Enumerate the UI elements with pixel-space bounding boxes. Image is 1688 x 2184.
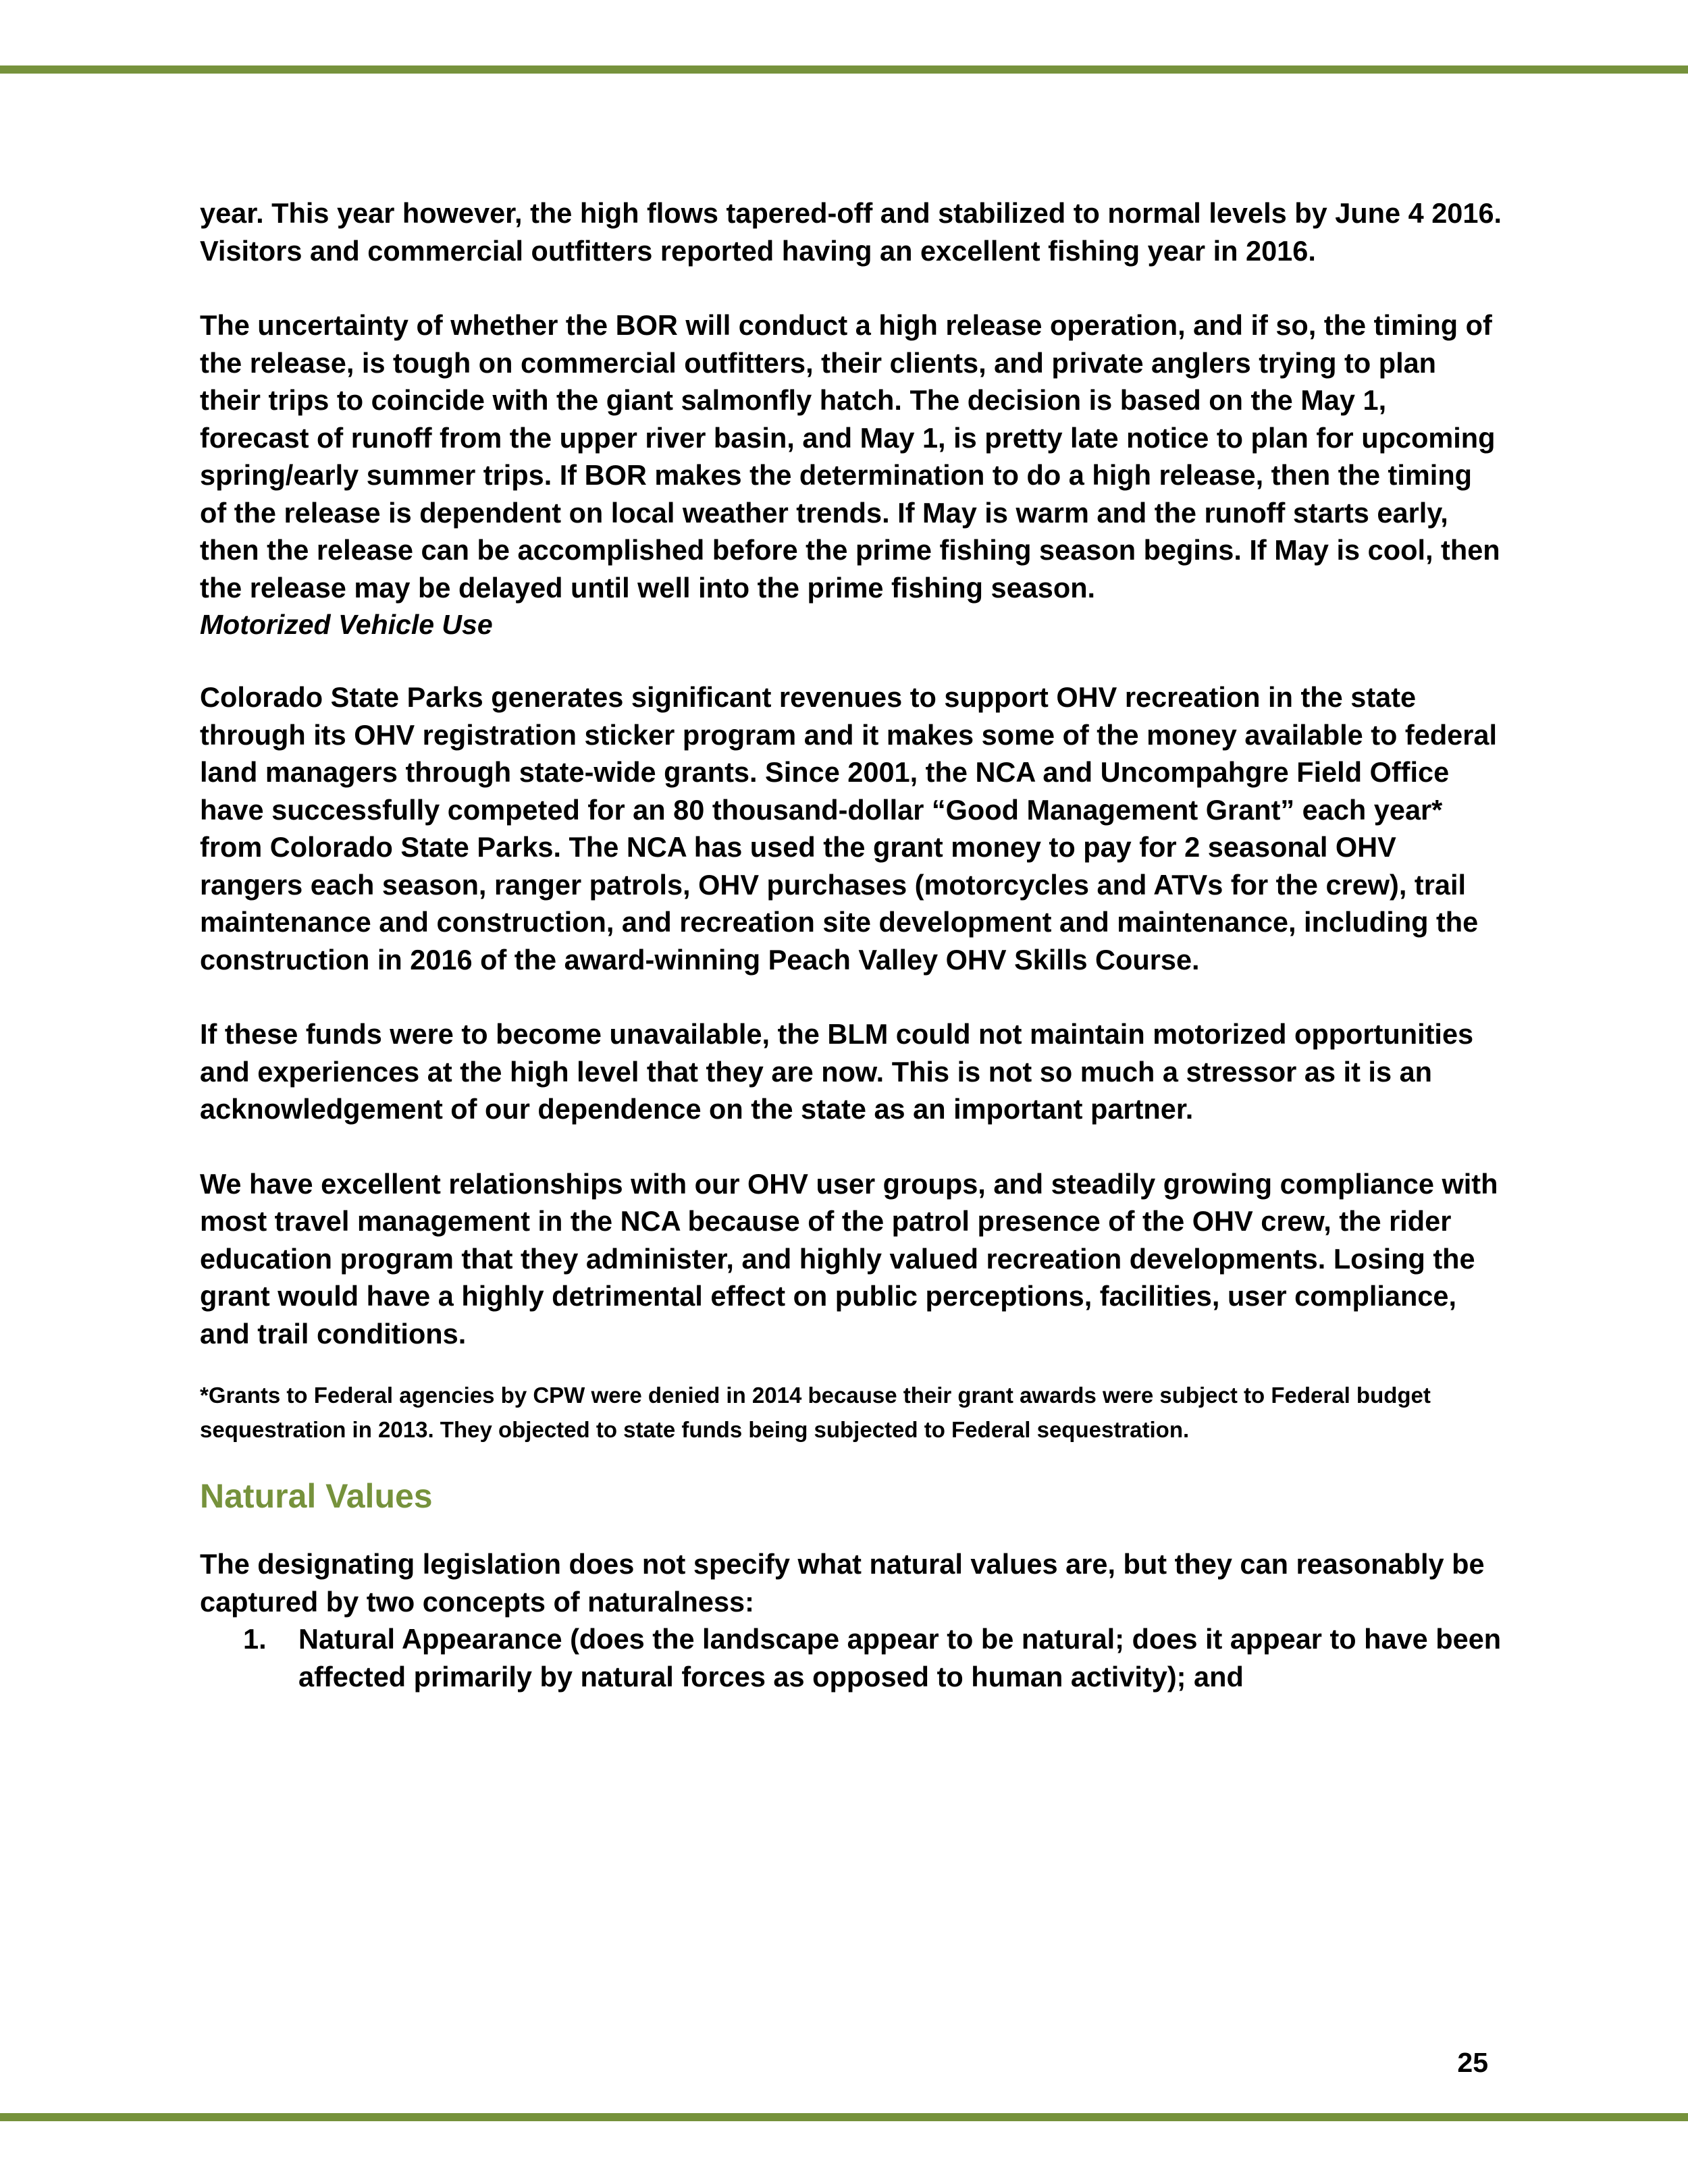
naturalness-list bbox=[200, 1620, 1503, 1695]
natural-values-intro: The designating legislation does not specify what natural values are, but they can reasonably be captured by two concepts of naturalness: bbox=[200, 1548, 1485, 1618]
list-item-number: 1. bbox=[243, 1623, 267, 1655]
motorized-paragraph-3: We have excellent relationships with our OHV user groups, and steadily growing compliance with most travel management in the NCA because of the patrol presence of the OHV crew, the rider education program that they administer, and highly valued recreation developments. Losing the grant would have a highly detrimental effect on public perceptions, facilities, user compliance, and trail conditions. bbox=[200, 1167, 1498, 1350]
page-number: 25 bbox=[1457, 2047, 1488, 2078]
page-content bbox=[200, 194, 1503, 1695]
top-rule bbox=[0, 65, 1688, 74]
motorized-paragraph-2: If these funds were to become unavailable, the BLM could not maintain motorized opportunities and experiences at the high level that they are now. This is not so much a stressor as it is an acknowledgement of our dependence on the state as an important partner. bbox=[200, 1018, 1474, 1125]
list-item bbox=[200, 1620, 1503, 1695]
paragraph-1: year. This year however, the high flows tapered-off and stabilized to normal levels by June 4 2016. Visitors and commercial outfitters reported having an excellent fishing year in 2016. bbox=[200, 197, 1502, 267]
motorized-paragraph-1: Colorado State Parks generates significant revenues to support OHV recreation in the state through its OHV registration sticker program and it makes some of the money available to federal land managers through state-wide grants. Since 2001, the NCA and Uncompahgre Field Office have successfully competed for an 80 thousand-dollar “Good Management Grant” each year* from Colorado State Parks. The NCA has used the grant money to pay for 2 seasonal OHV rangers each season, ranger patrols, OHV purchases (motorcycles and ATVs for the crew), trail maintenance and construction, and recreation site development and maintenance, including the construction in 2016 of the award-winning Peach Valley OHV Skills Course. bbox=[200, 681, 1498, 976]
motorized-vehicle-use-heading: Motorized Vehicle Use bbox=[200, 609, 493, 640]
natural-values-heading: Natural Values bbox=[200, 1477, 433, 1515]
list-item-text: Natural Appearance (does the landscape appear to be natural; does it appear to have been affected primarily by natural forces as opposed to human activity); and bbox=[298, 1623, 1502, 1693]
bottom-rule bbox=[0, 2113, 1688, 2121]
footnote: *Grants to Federal agencies by CPW were denied in 2014 because their grant awards were subject to Federal budget sequestration in 2013. They objected to state funds being subjected to Federal sequestration. bbox=[200, 1383, 1431, 1442]
paragraph-2: The uncertainty of whether the BOR will conduct a high release operation, and if so, the timing of the release, is tough on commercial outfitters, their clients, and private anglers trying to plan their trips to coincide with the giant salmonfly hatch. The decision is based on the May 1, forecast of runoff from the upper river basin, and May 1, is pretty late notice to plan for upcoming spring/early summer trips. If BOR makes the determination to do a high release, then the timing of the release is dependent on local weather trends. If May is warm and the runoff starts early, then the release can be accomplished before the prime fishing season begins. If May is cool, then the release may be delayed until well into the prime fishing season. bbox=[200, 309, 1500, 604]
